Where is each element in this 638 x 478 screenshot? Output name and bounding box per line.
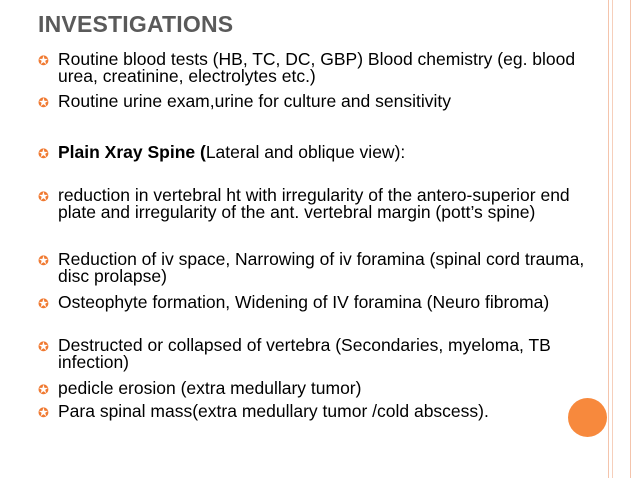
bullet-item [38,144,598,161]
bullet-text: Osteophyte formation, Widening of IV foramina (Neuro fibroma) [58,292,550,312]
bullet-icon: ✪ [38,296,49,311]
bullet-item [38,403,598,420]
slide-title: INVESTIGATIONS [38,11,234,37]
decorative-rule-left [608,0,609,478]
bullet-item [38,251,598,285]
bullet-plain-text: Lateral and oblique view): [205,142,406,162]
bullet-item [38,294,598,311]
bullet-icon: ✪ [38,405,49,420]
bullet-icon: ✪ [38,189,49,204]
decorative-rule-middle [612,0,613,478]
bullet-icon: ✪ [38,146,49,161]
bullet-text: Routine blood tests (HB, TC, DC, GBP) Blood chemistry (eg. blood urea, creatinine, electrolytes etc.) [58,49,576,86]
bullet-bold-text: Plain Xray Spine ( [58,142,206,162]
bullet-text: Routine urine exam,urine for culture and sensitivity [58,91,451,111]
decorative-circle [568,398,607,437]
bullet-item [38,337,598,371]
bullet-item [38,51,598,85]
bullet-icon: ✪ [38,253,49,268]
bullet-icon: ✪ [38,339,49,354]
bullet-icon: ✪ [38,382,49,397]
bullet-text [58,144,598,161]
bullet-item [38,187,598,221]
bullet-text: Reduction of iv space, Narrowing of iv foramina (spinal cord trauma, disc prolapse) [58,249,585,286]
bullet-text: Para spinal mass(extra medullary tumor /cold abscess). [58,401,489,421]
bullet-text: Destructed or collapsed of vertebra (Secondaries, myeloma, TB infection) [58,335,551,372]
bullet-icon: ✪ [38,95,49,110]
bullet-item [38,380,598,397]
bullet-icon: ✪ [38,53,49,68]
bullet-text: pedicle erosion (extra medullary tumor) [58,378,362,398]
bullet-item [38,93,598,110]
bullet-text: reduction in vertebral ht with irregularity of the antero-superior end plate and irregularity of the ant. vertebral margin (pott’s spine) [58,185,570,222]
decorative-rule-right [630,0,631,478]
